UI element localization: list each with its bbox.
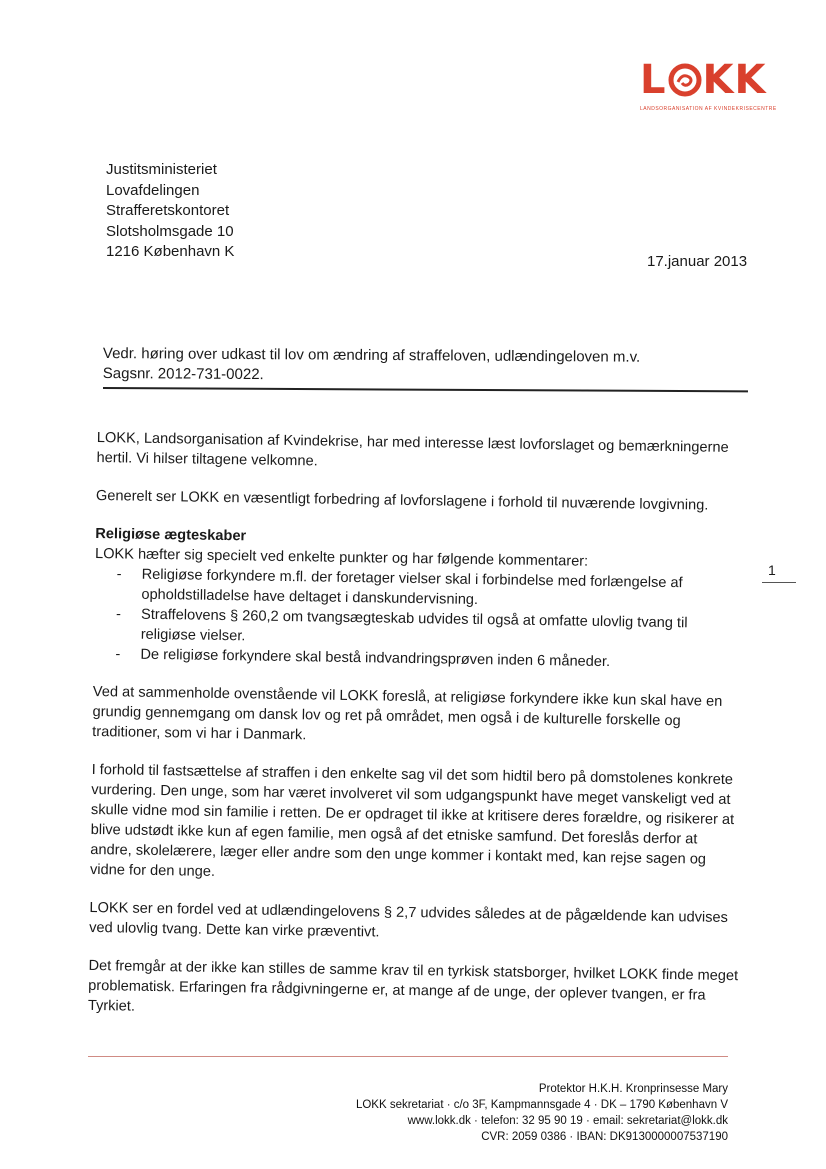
footer-line: www.lokk.dk · telefon: 32 95 90 19 · email: sekretariat@lokk.dk bbox=[407, 1115, 728, 1127]
address-line: Justitsministeriet bbox=[106, 161, 217, 178]
paragraph: LOKK hæfter sig specielt ved enkelte punkter og har følgende kommentarer: bbox=[94, 545, 589, 570]
paragraph: LOKK, Landsorganisation af Kvindekrise, har med interesse læst lovforslaget og bemærkningerne hertil. Vi hilser tiltagene velkomne. bbox=[96, 429, 729, 470]
logo-wordmark: L KK bbox=[640, 57, 767, 103]
footer-line: CVR: 2059 0386 · IBAN: DK9130000007537190 bbox=[481, 1131, 728, 1143]
address-line: Lovafdelingen bbox=[106, 181, 200, 199]
list-item: - Religiøse forkyndere m.fl. der foretager vielser skal i forbindelse med forlængelse af opholdstilladelse have deltaget i danskundervisning. bbox=[116, 566, 683, 609]
paragraph: LOKK ser en fordel ved at udlændingelovens § 2,7 udvides således at de pågældende kan udvises ved ulovlig tvang. Dette kan virke præventivt. bbox=[89, 899, 729, 941]
section-heading: Religiøse ægteskaber bbox=[95, 525, 247, 545]
paragraph: I forhold til fastsættelse af straffen i den enkelte sag vil det som hidtil bero på domstolenes konkrete vurdering. Den unge, som har været involveret vil som udgangspunkt have meget vanskeligt ved at skulle vidne mod sin familie i retten. De er opdraget til ikke at kritisere deres forældre, og risikerer at blive udstødt ikke kun af egen familie, men også af det etniske samfund. Det foreslås derfor at andre, skolelærere, læger eller andre som den unge kommer i kontakt med, kan rejse sagen og vidne for den unge. bbox=[89, 761, 735, 880]
subject-block bbox=[103, 344, 641, 388]
margin-line bbox=[762, 582, 796, 583]
list-item: - De religiøse forkyndere skal bestå indvandringsprøven inden 6 måneder. bbox=[115, 646, 611, 671]
address-line: 1216 København K bbox=[106, 243, 235, 260]
footer-line: LOKK sekretariat · c/o 3F, Kampmannsgade 4 · DK – 1790 København V bbox=[355, 1099, 728, 1111]
address-line: Strafferetskontoret bbox=[106, 202, 230, 219]
letter-footer bbox=[356, 1081, 728, 1145]
logo-o-emblem-icon bbox=[668, 63, 702, 97]
footer-line: Protektor H.K.H. Kronprinsesse Mary bbox=[538, 1083, 728, 1095]
margin-mark: 1 bbox=[768, 562, 776, 578]
address-line: Slotsholmsgade 10 bbox=[106, 222, 234, 240]
letter-date: 17.januar 2013 bbox=[647, 253, 748, 270]
list-item: - Straffelovens § 260,2 om tvangsægteskab udvides til også at omfatte ulovlig tvang til religiøse vielser. bbox=[115, 606, 688, 645]
lokk-logo bbox=[640, 57, 790, 112]
footer-divider bbox=[88, 1056, 728, 1057]
paragraph: Generelt ser LOKK en væsentligt forbedring af lovforslagene i forhold til nuværende lovgivning. bbox=[95, 487, 709, 514]
subject-divider bbox=[103, 387, 748, 392]
paragraph: Ved at sammenholde ovenstående vil LOKK foreslå, at religiøse forkyndere ikke kun skal have en grundig gennemgang om dansk lov og ret på området, men også i de kulturelle forskelle og traditioner, som vi har i Danmark. bbox=[92, 683, 723, 744]
subject-line: Vedr. høring over udkast til lov om ændring af straffeloven, udlændingeloven m.v. bbox=[102, 344, 641, 366]
bullet-list bbox=[93, 564, 744, 674]
logo-subtitle: LANDSORGANISATION AF KVINDEKRISECENTRE bbox=[640, 106, 777, 112]
paragraph: Det fremgår at der ikke kan stilles de samme krav til en tyrkisk statsborger, hvilket LOKK finde meget problematisk. Erfaringen fra rådgivningerne er, at mange af de unge, der oplever tvangen, er fra Tyrkiet. bbox=[87, 957, 739, 1015]
case-number: Sagsnr. 2012-731-0022. bbox=[102, 364, 264, 384]
recipient-address bbox=[106, 160, 234, 263]
letter-body bbox=[87, 428, 746, 1044]
